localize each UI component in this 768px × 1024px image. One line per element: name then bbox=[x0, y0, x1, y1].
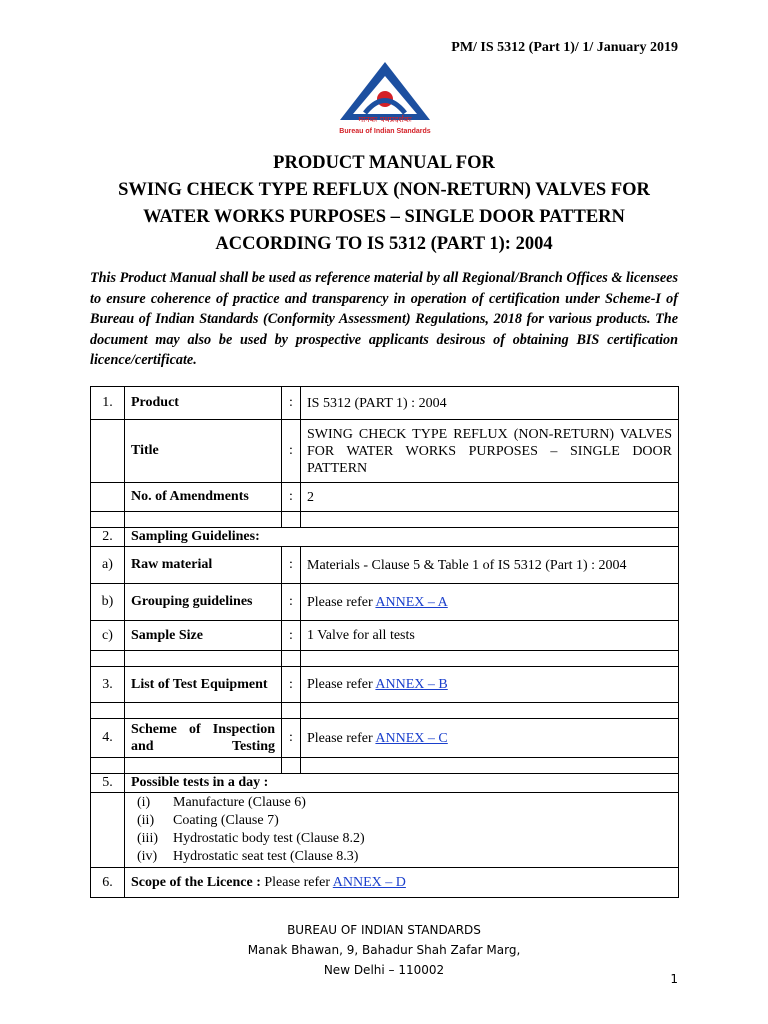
grouping-value bbox=[301, 584, 679, 621]
row-number: 6. bbox=[91, 868, 125, 898]
table-row bbox=[91, 719, 679, 758]
product-value: IS 5312 (PART 1) : 2004 bbox=[301, 387, 679, 420]
page-number: 1 bbox=[670, 972, 678, 986]
spacer-row bbox=[91, 651, 679, 667]
refer-text: Please refer bbox=[260, 874, 333, 890]
colon: : bbox=[282, 667, 301, 703]
row-number bbox=[91, 420, 125, 483]
table-row bbox=[91, 584, 679, 621]
item-text: Hydrostatic body test (Clause 8.2) bbox=[173, 831, 365, 846]
title-line-1: PRODUCT MANUAL FOR bbox=[273, 153, 495, 173]
title-line-3: WATER WORKS PURPOSES – SINGLE DOOR PATTERN bbox=[143, 207, 625, 227]
bis-logo bbox=[335, 58, 435, 140]
colon: : bbox=[282, 483, 301, 512]
row-number: c) bbox=[91, 621, 125, 651]
item-text: Coating (Clause 7) bbox=[173, 813, 279, 828]
title-line-2: SWING CHECK TYPE REFLUX (NON-RETURN) VALVES FOR bbox=[118, 180, 650, 200]
colon: : bbox=[282, 387, 301, 420]
table-row bbox=[91, 621, 679, 651]
row-number: 5. bbox=[91, 774, 125, 793]
sample-size-value: 1 Valve for all tests bbox=[301, 621, 679, 651]
raw-material-value: Materials - Clause 5 & Table 1 of IS 5312 (Part 1) : 2004 bbox=[301, 547, 679, 584]
table-row bbox=[91, 387, 679, 420]
item-number: (ii) bbox=[137, 813, 155, 828]
table-row bbox=[91, 868, 679, 898]
item-text: Manufacture (Clause 6) bbox=[173, 795, 306, 810]
annex-b-link[interactable]: ANNEX – B bbox=[375, 677, 448, 692]
list-item bbox=[137, 848, 672, 866]
colon: : bbox=[282, 621, 301, 651]
colon: : bbox=[282, 584, 301, 621]
possible-tests-heading: Possible tests in a day : bbox=[125, 774, 679, 793]
item-text: Hydrostatic seat test (Clause 8.3) bbox=[173, 849, 359, 864]
title-line-4: ACCORDING TO IS 5312 (PART 1): 2004 bbox=[215, 234, 553, 254]
scope-cell bbox=[125, 868, 679, 898]
logo-english-text: Bureau of Indian Standards bbox=[339, 128, 431, 135]
footer-address-line-2: New Delhi – 110002 bbox=[323, 963, 445, 977]
product-details-table bbox=[90, 386, 679, 898]
list-item bbox=[137, 794, 672, 812]
footer bbox=[0, 920, 768, 980]
row-number: 4. bbox=[91, 719, 125, 758]
table-row bbox=[91, 667, 679, 703]
refer-text: Please refer bbox=[307, 594, 376, 610]
test-equipment-value bbox=[301, 667, 679, 703]
list-item bbox=[137, 812, 672, 830]
document-reference: PM/ IS 5312 (Part 1)/ 1/ January 2019 bbox=[451, 40, 678, 55]
row-number: 1. bbox=[91, 387, 125, 420]
inspection-label bbox=[125, 719, 282, 758]
annex-a-link[interactable]: ANNEX – A bbox=[375, 594, 448, 610]
possible-tests-list bbox=[125, 793, 679, 868]
grouping-guidelines-label: Grouping guidelines bbox=[125, 584, 282, 621]
item-number: (iii) bbox=[137, 831, 158, 846]
logo-hindi-text: मानकः पथप्रदर्शकः bbox=[358, 115, 412, 124]
row-number bbox=[91, 483, 125, 512]
list-item bbox=[137, 830, 672, 848]
colon: : bbox=[282, 547, 301, 584]
refer-text: Please refer bbox=[307, 677, 376, 692]
spacer-row bbox=[91, 512, 679, 528]
colon: : bbox=[282, 719, 301, 758]
inspection-label-text: Scheme of Inspection and Testing bbox=[131, 722, 275, 754]
annex-d-link[interactable]: ANNEX – D bbox=[332, 874, 406, 890]
product-label: Product bbox=[125, 387, 282, 420]
annex-c-link[interactable]: ANNEX – C bbox=[375, 730, 448, 746]
raw-material-label: Raw material bbox=[125, 547, 282, 584]
spacer-row bbox=[91, 758, 679, 774]
amendments-label: No. of Amendments bbox=[125, 483, 282, 512]
table-row bbox=[91, 420, 679, 483]
title-value: SWING CHECK TYPE REFLUX (NON-RETURN) VALVES FOR WATER WORKS PURPOSES – SINGLE DOOR PATTERN bbox=[301, 420, 679, 483]
title-label: Title bbox=[125, 420, 282, 483]
document-title bbox=[60, 150, 708, 258]
intro-paragraph: This Product Manual shall be used as reference material by all Regional/Branch Offices & licensees to ensure coherence of practice and transparency in operation of certification under Scheme-I of Bureau of Indian Standards (Conformity Assessment) Regulations, 2018 for various products. The document may also be used by prospective applicants desirous of obtaining BIS certification licence/certificate. bbox=[90, 270, 678, 369]
footer-org-name: BUREAU OF INDIAN STANDARDS bbox=[287, 923, 481, 937]
amendments-value: 2 bbox=[301, 483, 679, 512]
row-number bbox=[91, 793, 125, 868]
table-row bbox=[91, 774, 679, 793]
footer-address-line-1: Manak Bhawan, 9, Bahadur Shah Zafar Marg, bbox=[247, 943, 521, 957]
table-row bbox=[91, 547, 679, 584]
item-number: (iv) bbox=[137, 849, 158, 864]
scope-label: Scope of the Licence : bbox=[131, 874, 261, 890]
item-number: (i) bbox=[137, 795, 151, 810]
inspection-value bbox=[301, 719, 679, 758]
table-row bbox=[91, 483, 679, 512]
spacer-row bbox=[91, 703, 679, 719]
table-row bbox=[91, 793, 679, 868]
sampling-guidelines-heading: Sampling Guidelines: bbox=[125, 528, 679, 547]
table-row bbox=[91, 528, 679, 547]
row-number: b) bbox=[91, 584, 125, 621]
row-number: 2. bbox=[91, 528, 125, 547]
colon: : bbox=[282, 420, 301, 483]
sample-size-label: Sample Size bbox=[125, 621, 282, 651]
test-equipment-label: List of Test Equipment bbox=[125, 667, 282, 703]
refer-text: Please refer bbox=[307, 730, 376, 746]
row-number: a) bbox=[91, 547, 125, 584]
row-number: 3. bbox=[91, 667, 125, 703]
